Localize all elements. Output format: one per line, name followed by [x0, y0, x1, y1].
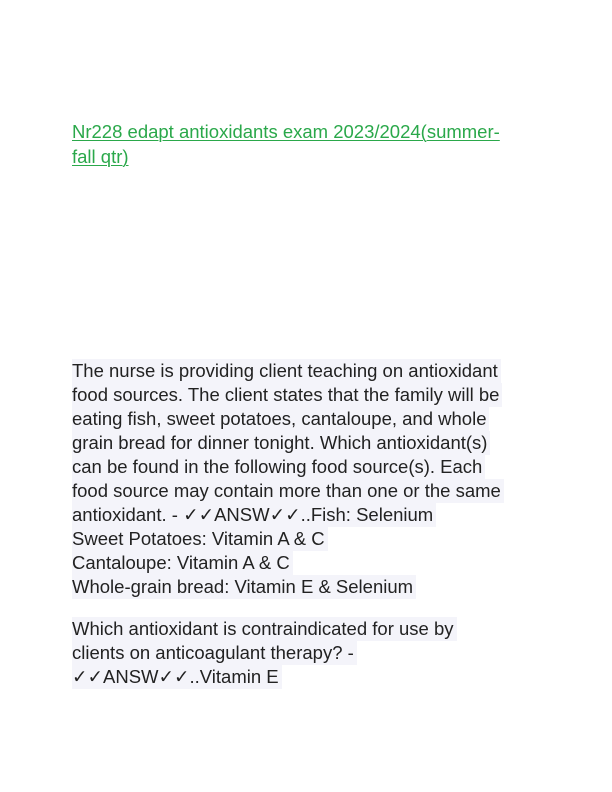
title-line-2: fall qtr) [72, 146, 129, 167]
question-answer-2 [72, 617, 552, 689]
text-line [72, 455, 552, 479]
answer-segment: Whole-grain bread: Vitamin E & Selenium [72, 575, 416, 599]
text-line [72, 431, 552, 455]
text-line [72, 617, 552, 641]
text-line [72, 527, 552, 551]
text-segment: clients on anticoagulant therapy? - [72, 641, 357, 665]
answer-segment: Sweet Potatoes: Vitamin A & C [72, 527, 328, 551]
text-segment: food sources. The client states that the family will be [72, 383, 502, 407]
document-title-link[interactable] [72, 119, 542, 169]
question-answer-1 [72, 359, 552, 599]
title-line-1: Nr228 edapt antioxidants exam 2023/2024(summer- [72, 121, 500, 142]
text-line [72, 479, 552, 503]
text-line [72, 383, 552, 407]
text-line [72, 359, 552, 383]
answer-segment: ✓✓ANSW✓✓..Vitamin E [72, 665, 282, 689]
text-segment: food source may contain more than one or the same [72, 479, 504, 503]
text-segment: Which antioxidant is contraindicated for use by [72, 617, 457, 641]
text-segment: can be found in the following food source(s). Each [72, 455, 485, 479]
text-segment: The nurse is providing client teaching on antioxidant [72, 359, 501, 383]
answer-segment: Cantaloupe: Vitamin A & C [72, 551, 293, 575]
answer-segment: antioxidant. - ✓✓ANSW✓✓..Fish: Selenium [72, 503, 436, 527]
text-line [72, 575, 552, 599]
text-line [72, 641, 552, 665]
text-segment: eating fish, sweet potatoes, cantaloupe, and whole [72, 407, 489, 431]
text-line [72, 503, 552, 527]
text-segment: grain bread for dinner tonight. Which antioxidant(s) [72, 431, 490, 455]
text-line [72, 665, 552, 689]
text-line [72, 407, 552, 431]
text-line [72, 551, 552, 575]
